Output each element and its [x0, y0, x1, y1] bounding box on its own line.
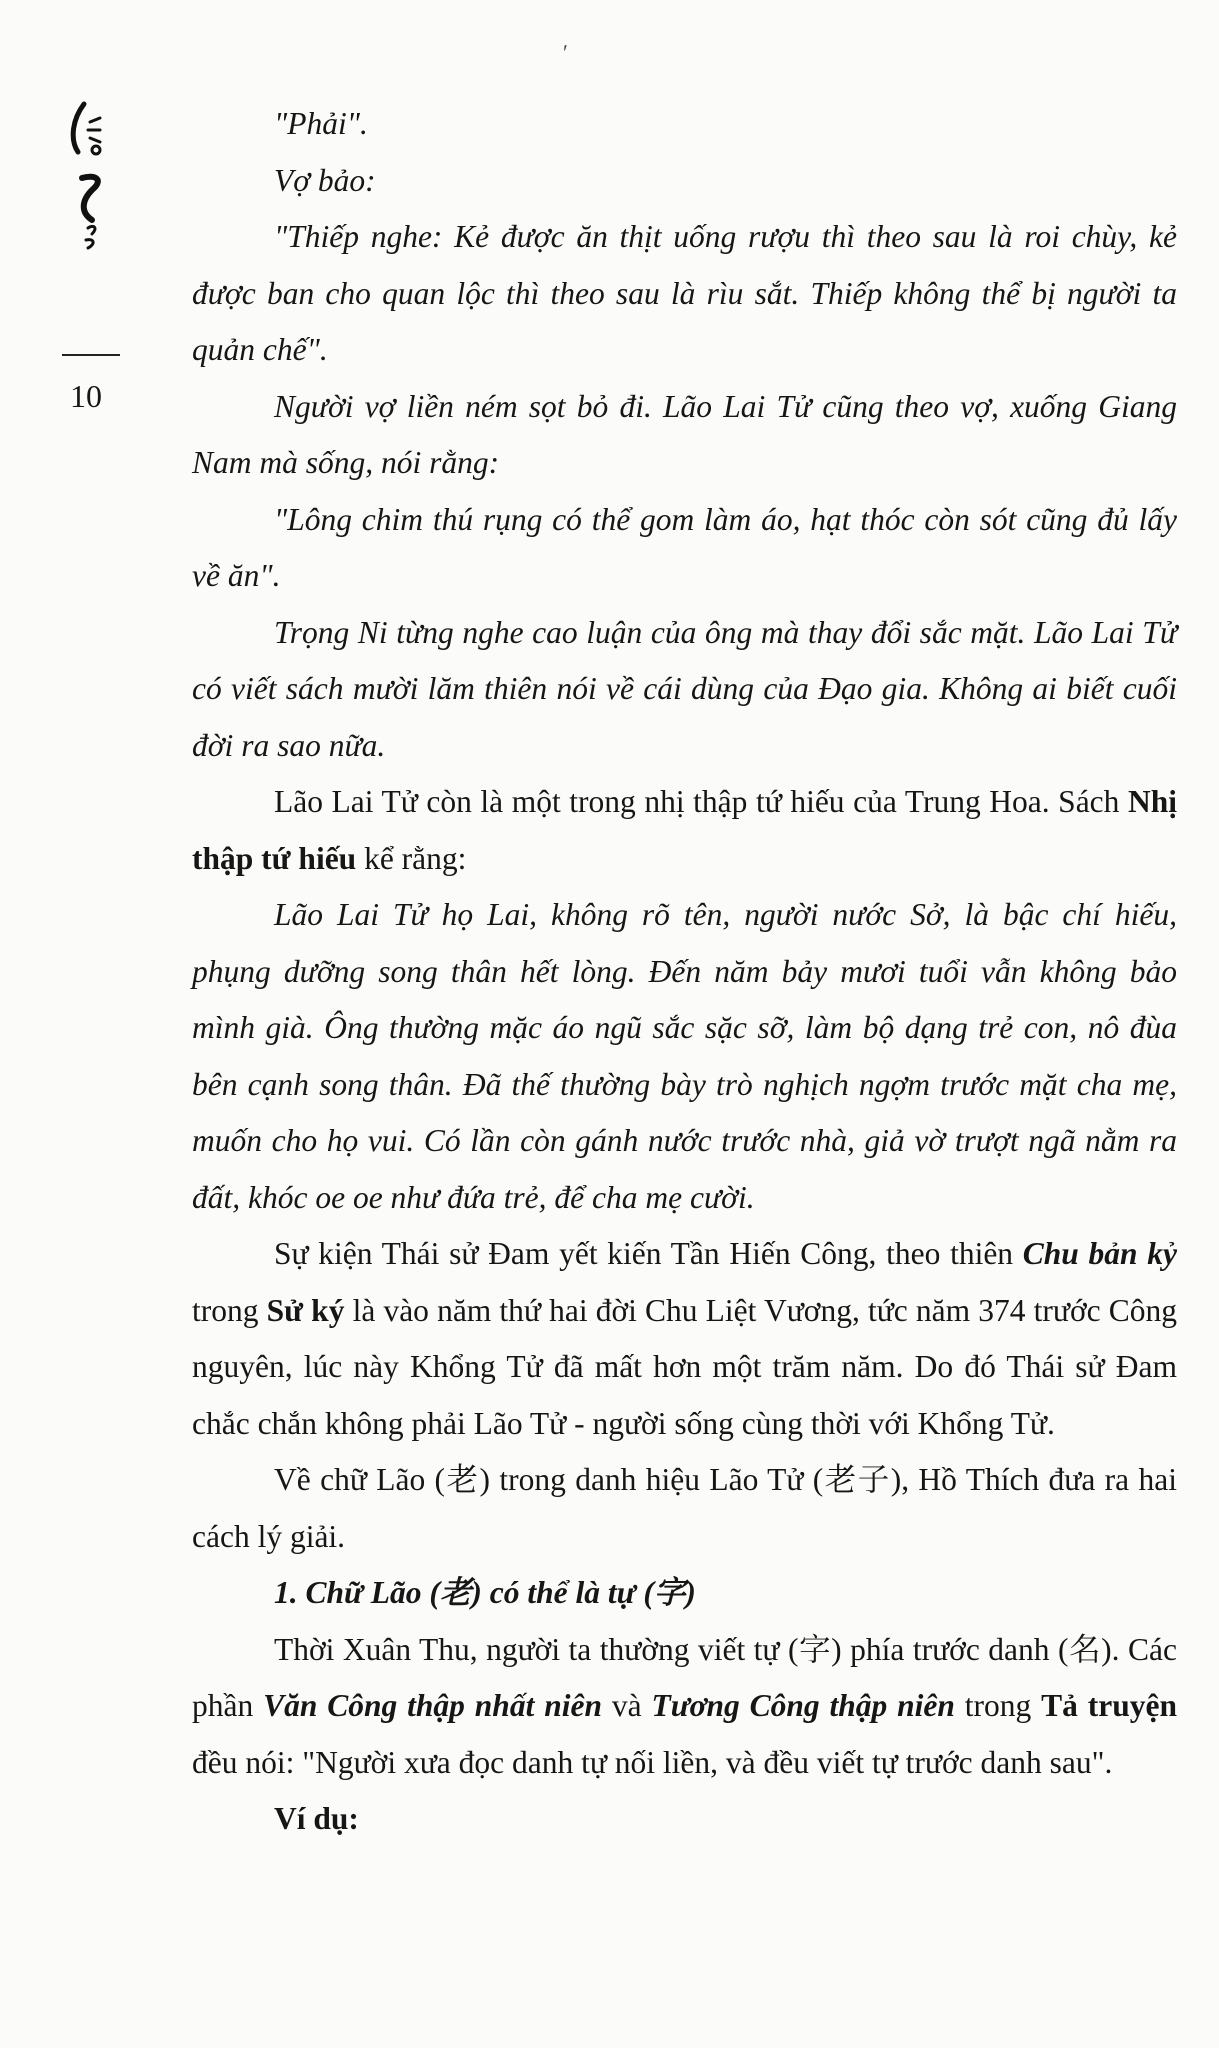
paragraph-vi-du: Ví dụ: [274, 1801, 359, 1836]
book-title-su-ky: Sử ký [266, 1292, 345, 1328]
paragraph-trong-ni: Trọng Ni từng nghe cao luận của ông mà thay đổi sắc mặt. Lão Lai Tử có viết sách mười lăm thiên nói về cái dùng của Đạo gia. Không ai biết cuối đời ra sao nữa. [192, 614, 1177, 763]
book-title-nhi-thap-tu-hieu: Nhị thập tứ hiếu [192, 784, 1177, 876]
paragraph-lao-lai-tu-story: Lão Lai Tử họ Lai, không rõ tên, người nước Sở, là bậc chí hiếu, phụng dưỡng song thân hết lòng. Đến năm bảy mươi tuổi vẫn không bảo mình già. Ông thường mặc áo ngũ sắc sặc sỡ, làm bộ dạng trẻ con, nô đùa bên cạnh song thân. Đã thế thường bày trò nghịch ngợm trước mặt cha mẹ, muốn cho họ vui. Có lần còn gánh nước trước nhà, giả vờ trượt ngã nằm ra đất, khóc oe oe như đứa trẻ, để cha mẹ cười. [192, 897, 1177, 1215]
paragraph-phai: "Phải". [274, 106, 368, 141]
ink-mark: ʹ [563, 40, 568, 65]
book-title-ta-truyen: Tả truyện [1041, 1688, 1178, 1723]
book-title-tuong-cong: Tương Công thập niên [651, 1688, 955, 1723]
paragraph-quote-long-chim: "Lông chim thú rụng có thể gom làm áo, hạt thóc còn sót cũng đủ lấy về ăn". [192, 501, 1177, 593]
page-margin [52, 100, 132, 415]
paragraph-quote-thiep-nghe: "Thiếp nghe: Kẻ được ăn thịt uống rượu thì theo sau là roi chùy, kẻ được ban cho quan lộc thì theo sau là rìu sắt. Thiếp không thể bị người ta quản chế". [192, 219, 1177, 367]
book-title-van-cong: Văn Công thập nhất niên [263, 1688, 602, 1723]
paragraph-vo-bao: Vợ bảo: [274, 162, 376, 198]
page-body [192, 96, 1177, 1848]
margin-logo [52, 100, 132, 350]
paragraph-nhi-thap-tu-hieu: Lão Lai Tử còn là một trong nhị thập tứ hiếu của Trung Hoa. Sách Nhị thập tứ hiếu kể rằng: [192, 784, 1177, 876]
paragraph-chu-lao: Về chữ Lão (老) trong danh hiệu Lão Tử (老子), Hồ Thích đưa ra hai cách lý giải. [192, 1462, 1177, 1554]
calligraphy-icon [52, 100, 132, 350]
section-heading: 1. Chữ Lão (老) có thể là tự (字) [274, 1575, 696, 1610]
paragraph-xuan-thu: Thời Xuân Thu, người ta thường viết tự (字) phía trước danh (名). Các phần Văn Công thập nhất niên và Tương Công thập niên trong Tả truyện đều nói: "Người xưa đọc danh tự nối liền, và đều viết tự trước danh sau". [192, 1631, 1178, 1780]
margin-divider [62, 354, 120, 356]
book-title-chu-ban-ky: Chu bản kỷ [1022, 1236, 1177, 1271]
paragraph-nguoi-vo: Người vợ liền ném sọt bỏ đi. Lão Lai Tử cũng theo vợ, xuống Giang Nam mà sống, nói rằng: [192, 388, 1177, 480]
paragraph-thai-su-dam: Sự kiện Thái sử Đam yết kiến Tần Hiến Công, theo thiên Chu bản kỷ trong Sử ký là vào năm thứ hai đời Chu Liệt Vương, tức năm 374 trước Công nguyên, lúc này Khổng Tử đã mất hơn một trăm năm. Do đó Thái sử Đam chắc chắn không phải Lão Tử - người sống cùng thời với Khổng Tử. [192, 1236, 1177, 1441]
page-number: 10 [70, 378, 102, 414]
